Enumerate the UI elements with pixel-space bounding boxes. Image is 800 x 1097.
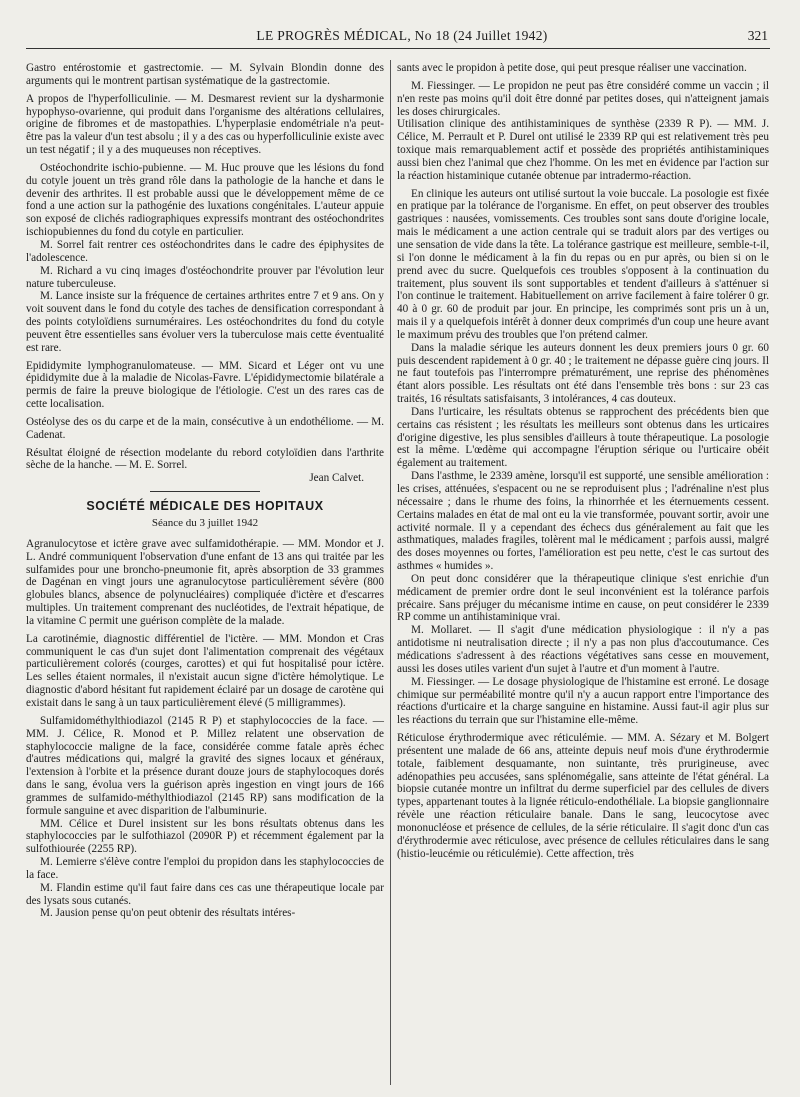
- journal-title: LE PROGRÈS MÉDICAL, No 18 (24 Juillet 1942): [256, 28, 548, 43]
- page-header: [36, 28, 768, 46]
- comment-sorrel: M. Sorrel fait rentrer ces ostéochondrites dans le cadre des épiphysites de l'adolescence.: [26, 238, 384, 264]
- paragraph-urticaire: Dans l'urticaire, les résultats obtenus se rapprochent des précédents bien que certains cas résistent ; les résultats les meilleurs sont obtenus dans les urticaires d'origine digestive, les plus sensibles d'ailleurs à toute thérapeutique. La posologie est la même. L'œdème qui accompagne l'éruption sérique ou l'urticaire obéit également au traitement.: [397, 405, 769, 470]
- comment-mollaret: M. Mollaret. — Il s'agit d'une médication physiologique : il n'y a pas antidotisme ni neutralisation directe ; il n'y a pas non plus d'accoutumance. Ces médications s'adressent à des réactions végétatives sans cesse en mouvement, aussi les doses utiles varient d'un sujet à l'autre et d'un moment à l'autre.: [397, 624, 769, 675]
- section-title: SOCIÉTÉ MÉDICALE DES HOPITAUX: [86, 499, 324, 514]
- article-carotinemie: La carotinémie, diagnostic différentiel de l'ictère. — MM. Mondon et Cras communiquent le cas d'un sujet dont l'alimentation comprenait des végétaux particulièrement colorés (courges, carottes) et qui fut hospitalisé pour ictère. Les selles étaient normales, il n'existait aucun signe d'ictère hémolytique. Le diagnostic d'abord hésitant fut rapidement éclairé par un dosage de carotène qui existait dans le sang à un taux particulièrement élevé (5 milligrammes).: [26, 632, 384, 709]
- section-divider: [150, 491, 260, 492]
- continuation-jausion: sants avec le propidon à petite dose, qui peut presque réaliser une vaccination.: [397, 62, 747, 74]
- comment-flandin: M. Flandin estime qu'il faut faire dans ces cas une thérapeutique locale par des lysats sous cutanés.: [26, 881, 384, 907]
- comment-celice-durel: MM. Célice et Durel insistent sur les bons résultats obtenus dans les staphylococcies par le sulfothiazol (2090R P) et récemment également par la sulfothiourée (2255 RP).: [26, 817, 384, 856]
- signature: Jean Calvet.: [309, 472, 364, 485]
- article-osteochondrite: Ostéochondrite ischio-pubienne. — M. Huc prouve que les lésions du fond du cotyle jouent un très grand rôle dans la pathologie de la hanche et dans le devenir des arthrites. Il est probable aussi que le développement même de ce fond a une action sur la pathogénie des luxations congénitales. L'auteur appuie son exposé de clichés radiographiques expressifs montrant des ostéochondrites ischiopubiennes du fond du cotyle en particulier.: [26, 161, 384, 239]
- paragraph-conclusion: On peut donc considérer que la thérapeutique clinique s'est enrichie d'un médicament de premier ordre dont le seul inconvénient est la tolérance parfois précaire. Sans préjuger du mécanisme intime en cause, on peut considérer le 2339 RP comme un antihistaminique vrai.: [397, 572, 769, 624]
- article-gastrectomie: Gastro entérostomie et gastrectomie. — M. Sylvain Blondin donne des arguments qui le montrent partisan systématique de la gastrectomie.: [26, 62, 384, 87]
- comment-fiessinger-2: M. Fiessinger. — Le dosage physiologique de l'histamine est erroné. Le dosage chimique sur perméabilité montre qu'il n'y a aucun rapport entre l'importance des réactions d'urticaire et la charge sanguine en histamine. Aussi faut-il agir plus sur les réactions du terrain que sur l'histamine elle-même.: [397, 675, 769, 727]
- article-reticulose: Réticulose érythrodermique avec réticulémie. — MM. A. Sézary et M. Bolgert présentent une malade de 66 ans, atteinte depuis neuf mois d'une érythrodermie totale, faiblement desquamante, non suintante, très prurigineuse, avec adénopathies peu accusées, sans splénomégalie, sans atteinte de l'état général. La biopsie cutanée montre un infiltrat du derme superficiel par des cellules de divers types, appartenant toutes à la lignée réticulo-endothéliale. La biopsie ganglionnaire révèle une réaction réticulaire banale. Dans le sang, leucocytose avec mononucléose et présence de cellules, de la série réticulaire. Il s'agit donc d'un cas d'érythrodermie avec réticulose, avec présence de cellules réticulaires dans le sang (histio-leucémie ou réticulémie). Cette affection, très: [397, 732, 769, 860]
- article-resection: Résultat éloigné de résection modelante du rebord cotyloïdien dans l'arthrite sèche de la hanche. — M. E. Sorrel.: [26, 446, 384, 472]
- right-column: [397, 62, 769, 865]
- paragraph-maladie-serique: Dans la maladie sérique les auteurs donnent les deux premiers jours 0 gr. 60 puis descendent rapidement à 0 gr. 40 ; le traitement ne dépasse guère cinq jours. Il ne faut toutefois pas l'interrompre prématurément, une reprise des phénomènes étant alors possible. Les résultats ont été dans l'ensemble très bons : sur 23 cas traités, 16 résultats satisfaisants, 3 intolérances, 4 cas douteux.: [397, 341, 769, 406]
- comment-lemierre: M. Lemierre s'élève contre l'emploi du propidon dans les staphylococcies de la face.: [26, 856, 384, 881]
- article-sulfamido: Sulfamidométhylthiodiazol (2145 R P) et staphylococcies de la face. — MM. J. Célice, R. Monod et P. Millez relatent une observation de staphylococcie maligne de la face, considérée comme fatale après échec d'autres médications qui, malgré la gravité des signes locaux et généraux, l'extension à l'orbite et la présence durant douze jours de staphylocoques dorés dans le sang, évolua vers la guérison après ingestion en vingt jours de 166 grammes de sulfamido-méthylthiodiazol (2145 RP) sans modification de la formule sanguine et avec disparition de l'albuminurie.: [26, 714, 384, 817]
- comment-fiessinger-1: M. Fiessinger. — Le propidon ne peut pas être considéré comme un vaccin ; il n'en reste pas moins qu'il doit être donné par petites doses, qui n'atteignent jamais les doses chirurgicales.: [397, 79, 769, 118]
- header-rule: [26, 48, 770, 49]
- comment-richard: M. Richard a vu cinq images d'ostéochondrite prouver par l'évolution leur nature tuberculeuse.: [26, 264, 384, 290]
- article-antihistaminiques: Utilisation clinique des antihistaminiques de synthèse (2339 R P). — MM. J. Célice, M. Perrault et P. Durel ont utilisé le 2339 RP qui est relativement très peu toxique mais remarquablement actif et possède des propriétés antihistaminiques aussi bien chez l'animal que chez l'homme. On les met en évidence par l'action sur la réaction histaminique cutanée obtenue par intradermo-réaction.: [397, 118, 769, 182]
- comment-lance: M. Lance insiste sur la fréquence de certaines arthrites entre 7 et 9 ans. On y voit souvent dans le fond du cotyle des taches de densification correspondant à des points cotyloïdiens surnuméraires. Les ostéochondrites du fond du cotyle peuvent être essentielles sans évoluer vers la tuberculose mais cette éventualité est rare.: [26, 290, 384, 354]
- comment-jausion: M. Jausion pense qu'on peut obtenir des résultats intéres-: [40, 907, 296, 920]
- article-hyperfolliculinie: A propos de l'hyperfolliculinie. — M. Desmarest revient sur la dysharmonie hypophyso-ovarienne, qui produit dans l'organisme des altérations cellulaires, origine de fibromes et de mastopathies. L'hyperplasie endométriale n'a peut-être pas la valeur d'un test absolu ; il y a des cas ou hyperfolliculinie existe avec un test négatif ; il y a des muqueuses non réceptives.: [26, 92, 384, 157]
- article-osteolyse: Ostéolyse des os du carpe et de la main, consécutive à un endothéliome. — M. Cadenat.: [26, 415, 384, 441]
- left-column: [26, 62, 384, 920]
- paragraph-asthme: Dans l'asthme, le 2339 amène, lorsqu'il est supporté, une sensible amélioration : les crises, atténuées, s'espacent ou ne se reproduisent plus ; l'adrénaline n'est plus nécessaire ; dans le rhume des foins, la rhinorrhée et les éternuements cessent. Certains malades en état de mal ont eu la vie transformée, pouvant sortir, avoir une activité normale. Il y a cependant des échecs dus généralement au fait que les asthmatiques, malades fragiles, tolèrent mal le médicament ; parfois aussi, malgré des doses moyennes ou fortes, l'amélioration est peu nette, c'est le cas surtout des asthmes « humides ».: [397, 470, 769, 573]
- page-number: 321: [747, 28, 768, 43]
- article-epididymite: Epididymite lymphogranulomateuse. — MM. Sicard et Léger ont vu une épididymite due à la maladie de Nicolas-Favre. L'épididymectomie bilatérale a permis de faire la preuve biologique de l'étiologie. C'est un des rares cas de cette localisation.: [26, 359, 384, 411]
- article-agranulocytose: Agranulocytose et ictère grave avec sulfamidothérapie. — MM. Mondor et J. L. André communiquent l'observation d'une enfant de 13 ans qui traitée par les sulfamides pour une broncho-pneumonie fit, après absorption de 33 grammes de Dagénan en vingt jours une agranulocytose particulièrement sévère (800 globules blancs, absence de polynucléaires) compliquée d'ictère et d'escarres multiples. Un traitement comprenant des nucléotides, de l'extrait hépatique, de la vitamine C permit une guérison complète de la malade.: [26, 537, 384, 627]
- column-divider: [390, 60, 391, 1085]
- paragraph-posologie: En clinique les auteurs ont utilisé surtout la voie buccale. La posologie est fixée en pratique par la tolérance de l'organisme. En effet, on peut observer des troubles gastriques : nausées, vomissements. Ces troubles sont sans doute d'origine locale, mais le médicament a une action centrale qui se traduit alors par des vertiges ou une sensation de vide dans la tête. La tolérance gastrique est meilleure, semble-t-il, si l'on donne le médicament à la fin du repas ou en pur après, ou bien si on le prend avec du sucre. Quelquefois ces troubles s'opposent à la continuation du traitement, plus souvent ils sont supportables et tendent d'ailleurs à s'atténuer si l'on continue le traitement. Habituellement on arrive facilement à faire tolérer 0 gr. 40 à 0 gr. 60 de produit par jour. En principe, les comprimés sont pris un à un, mais il y a quelquefois intérêt à donner deux comprimés d'un coup une heure avant le maximum prévu des troubles que l'on prétend calmer.: [397, 187, 769, 341]
- seance-date: Séance du 3 juillet 1942: [151, 517, 259, 529]
